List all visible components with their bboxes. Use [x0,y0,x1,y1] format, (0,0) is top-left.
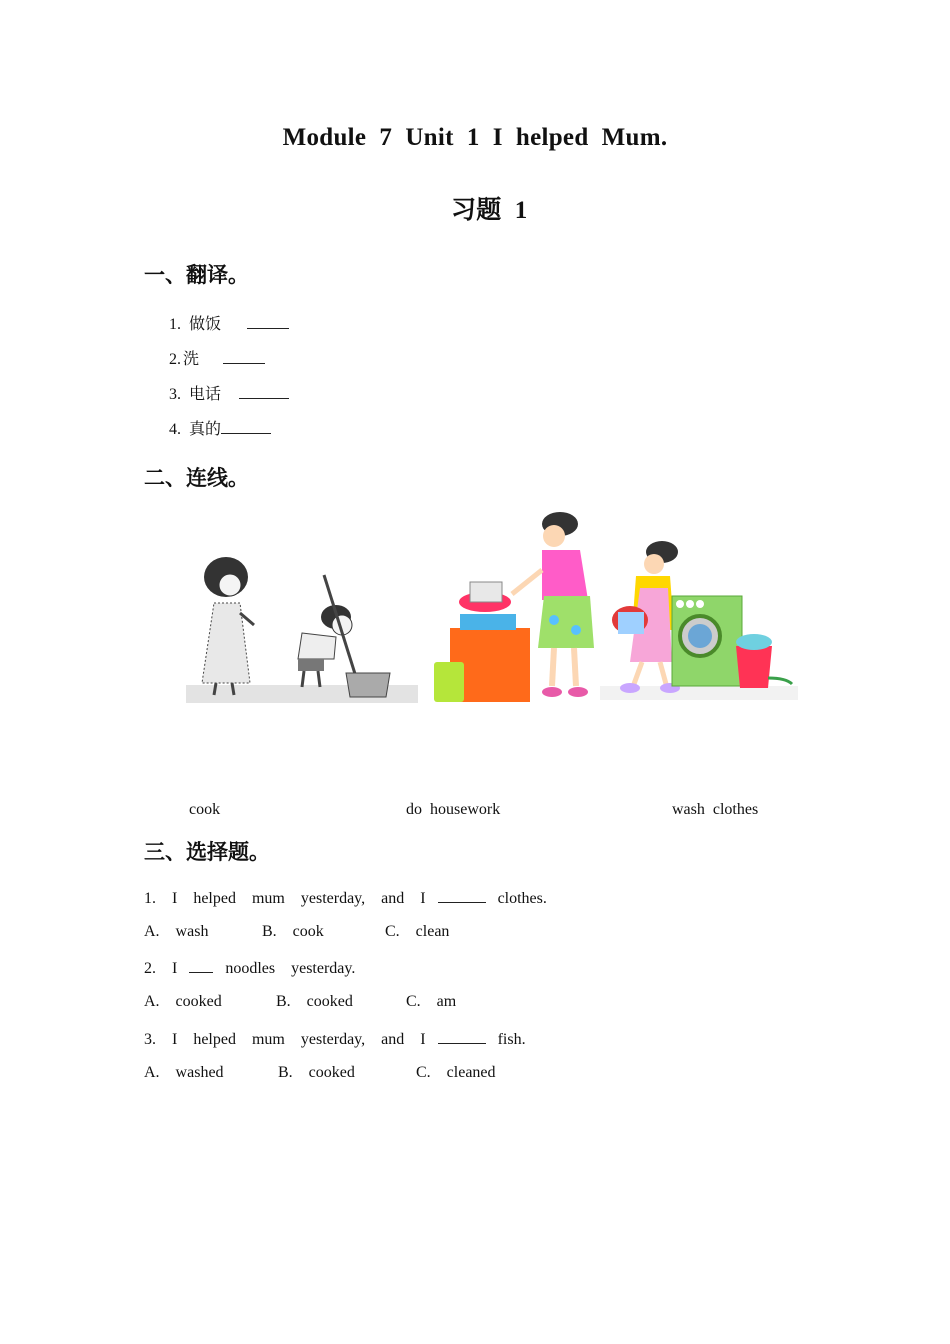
answer-blank[interactable] [438,1029,486,1044]
question-text-end: fish. [497,1031,526,1048]
option-2a[interactable]: A. cooked [144,993,222,1010]
option-3c[interactable]: C. cleaned [416,1064,496,1081]
label-do-housework[interactable]: do housework [406,801,501,818]
question-2 [144,958,355,978]
item-text: 电话 [189,386,222,403]
answer-blank[interactable] [189,958,213,973]
translate-item-1 [169,311,289,334]
item-text: 洗 [183,351,200,368]
question-text: 3. I helped mum yesterday, and I [144,1031,426,1048]
question-1 [144,888,547,908]
section-2-heading: 二、连线。 [144,466,249,490]
housework-picture [186,555,418,705]
item-number: 1. [169,316,181,333]
section-3-heading: 三、选择题。 [144,840,270,864]
page-title: Module 7 Unit 1 I helped Mum. [282,124,668,151]
translate-item-4 [169,416,271,439]
translate-item-3 [169,381,289,404]
item-number: 3. [169,386,181,403]
question-text: 1. I helped mum yesterday, and I [144,890,426,907]
option-2b[interactable]: B. cooked [276,993,353,1010]
answer-blank[interactable] [239,384,289,399]
item-number: 4. [169,421,181,438]
question-text: 2. I [144,960,178,977]
answer-blank[interactable] [223,349,265,364]
option-3b[interactable]: B. cooked [278,1064,355,1081]
question-text-end: noodles yesterday. [225,960,356,977]
item-text: 做饭 [189,316,222,333]
question-3 [144,1029,526,1049]
option-1a[interactable]: A. wash [144,923,209,940]
washing-picture [600,538,798,702]
item-text: 真的 [189,421,222,438]
answer-blank[interactable] [247,314,289,329]
label-wash-clothes[interactable]: wash clothes [672,801,759,818]
label-cook[interactable]: cook [189,801,221,818]
cooking-picture [430,510,598,706]
answer-blank[interactable] [221,419,271,434]
option-3a[interactable]: A. washed [144,1064,224,1081]
option-2c[interactable]: C. am [406,993,457,1010]
option-1b[interactable]: B. cook [262,923,324,940]
option-1c[interactable]: C. clean [385,923,450,940]
section-1-heading: 一、翻译。 [144,263,249,287]
translate-item-2 [169,346,265,369]
page-subtitle: 习题 1 [451,197,528,224]
answer-blank[interactable] [438,888,486,903]
item-number: 2. [169,351,181,368]
question-text-end: clothes. [497,890,547,907]
